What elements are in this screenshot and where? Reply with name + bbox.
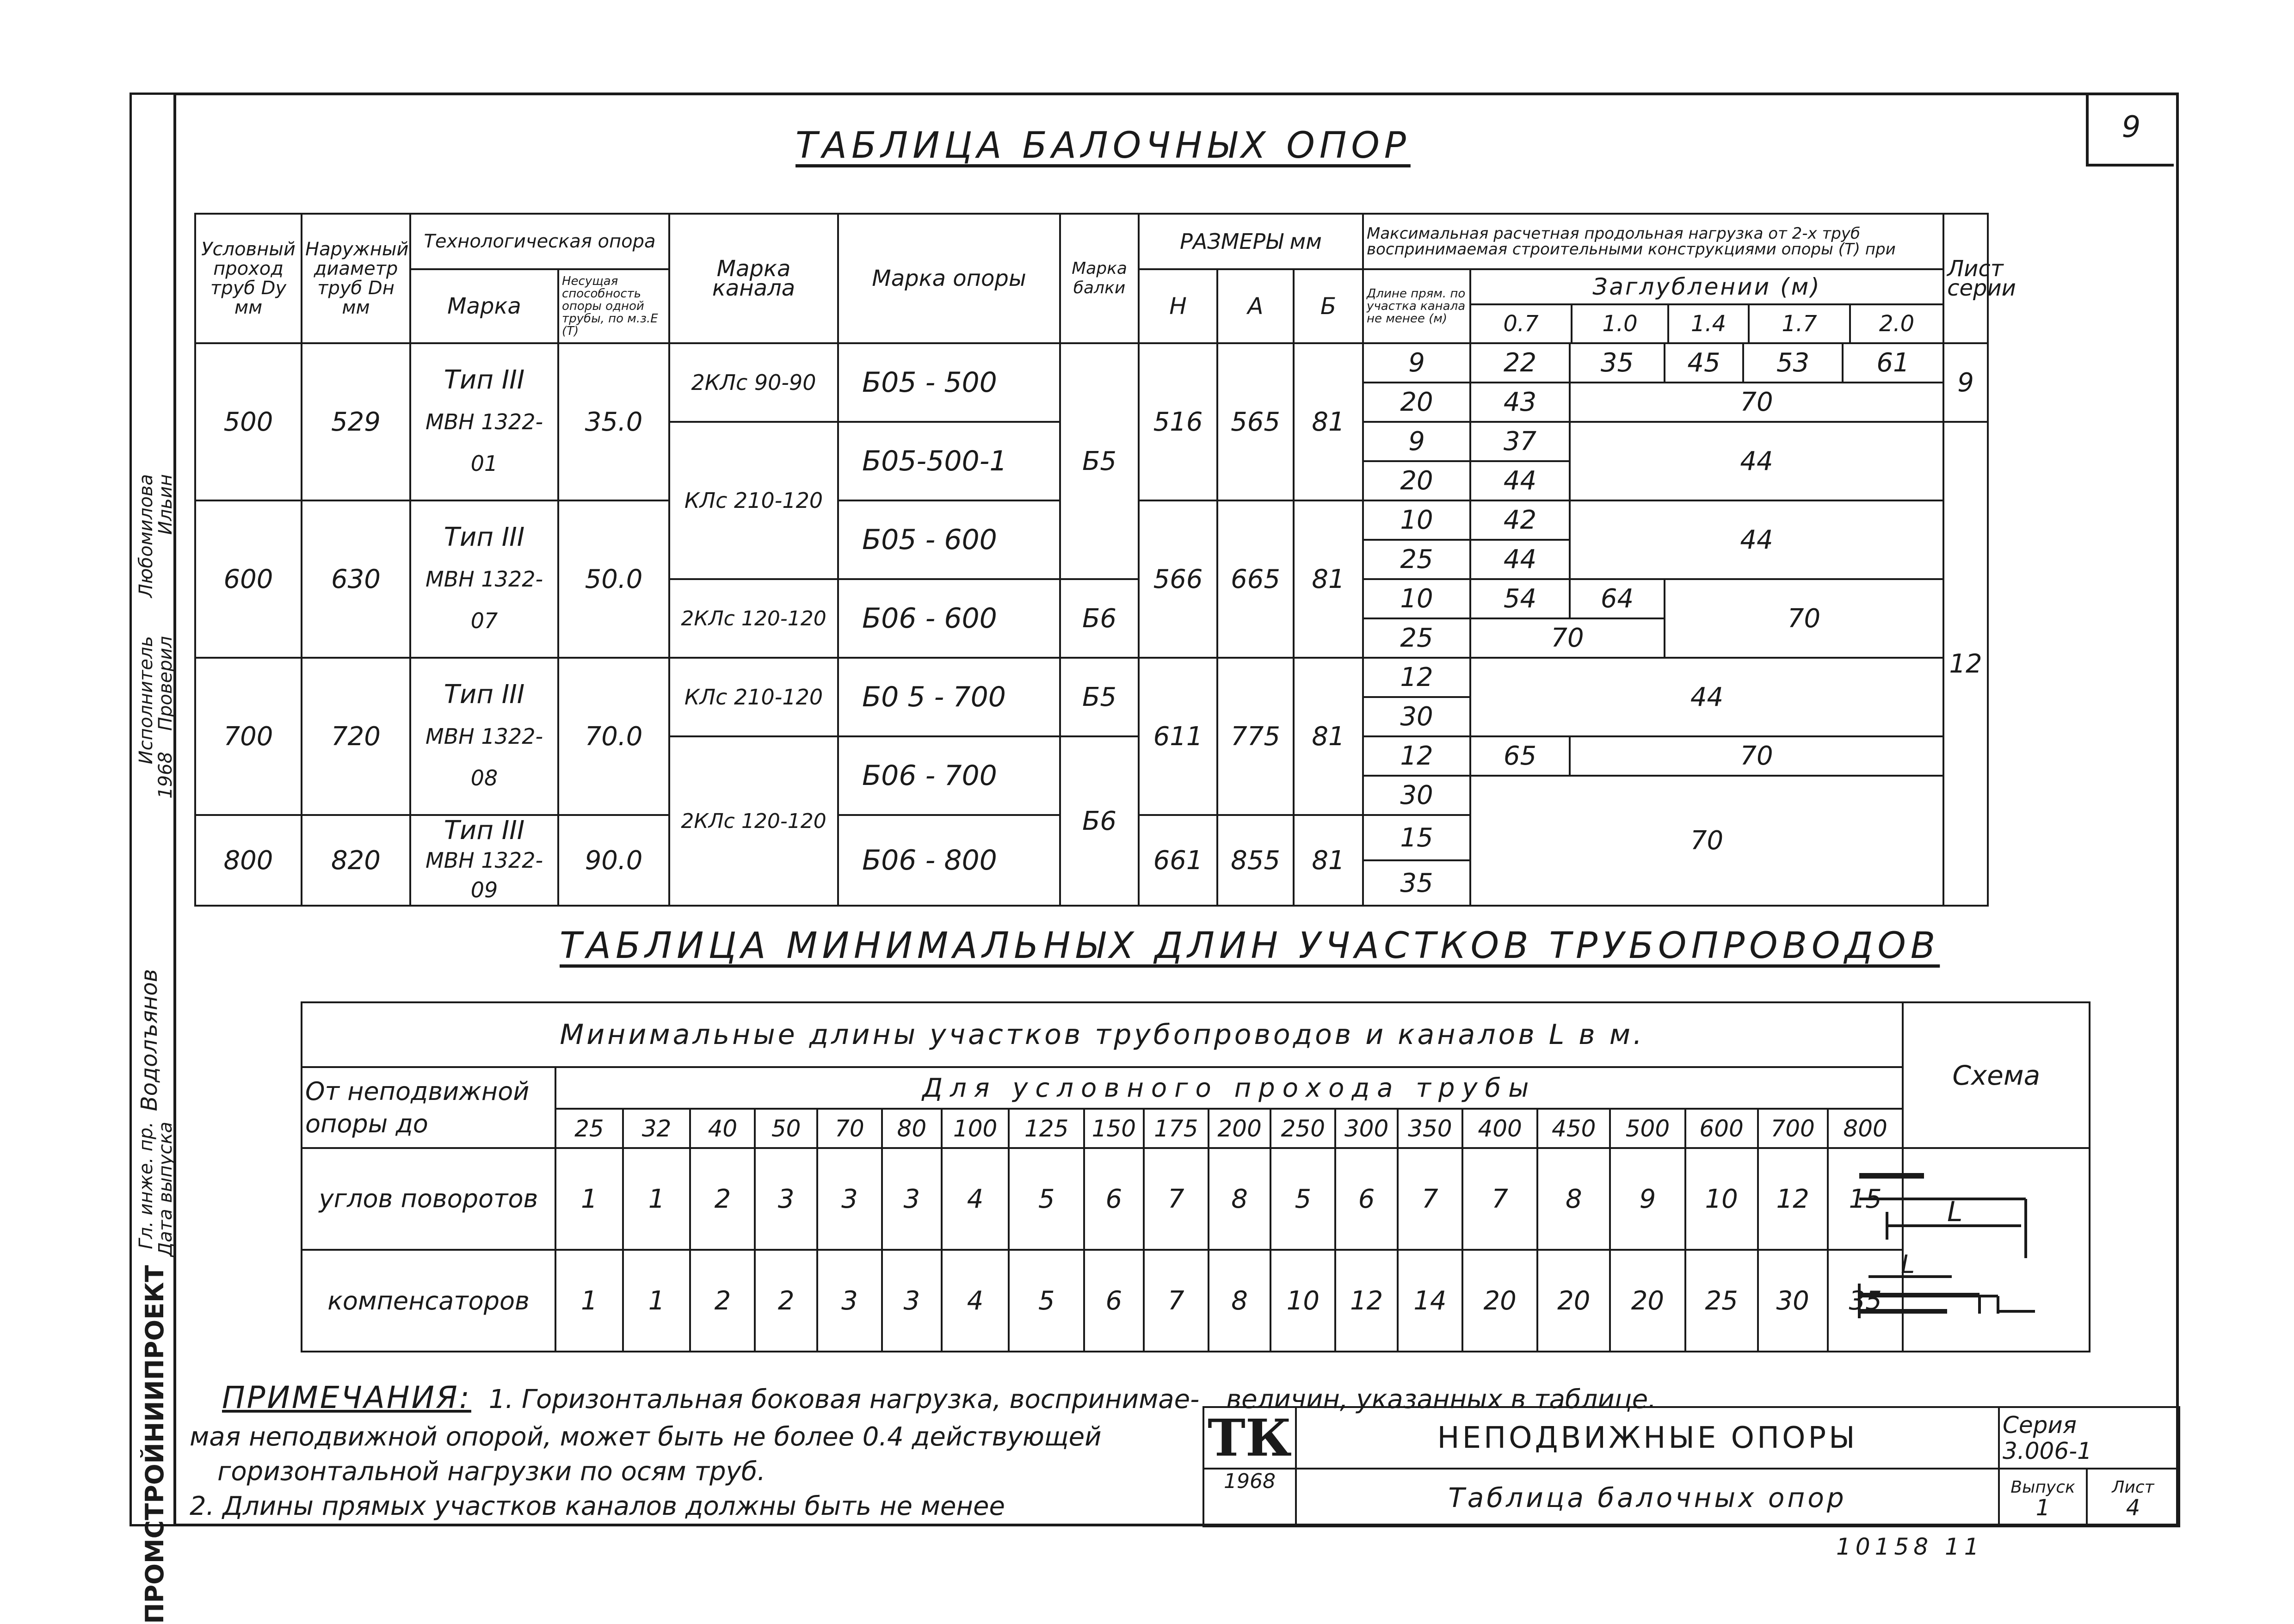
turns-length-cell: 6 [1335,1148,1397,1250]
stamp-title: НЕПОДВИЖНЫЕ ОПОРЫ [1296,1407,1999,1469]
footer-code: 10158 11 [1836,1533,1984,1560]
row700-a: 775 [1217,658,1294,815]
compensator-length-cell: 1 [555,1250,623,1352]
turns-length-cell: 4 [942,1148,1009,1250]
load-value: 43 [1470,383,1570,422]
header-series-sheet: Лист серии [1943,214,1988,343]
svg-text:L: L [1901,1250,1915,1279]
row700-cap: 70.0 [558,658,669,815]
org-name: ПРОМСТРОЙНИИПРОЕКТ [140,1265,169,1624]
load-value: 44 [1570,422,1943,500]
stamp-subtitle: Таблица балочных опор [1296,1469,1999,1526]
header-dn: Наружный диаметр труб Dн мм [302,214,410,343]
header-channel-mark: Марка канала [669,214,838,343]
load-span: 30 [1363,697,1470,736]
row700-mvn: МВН 1322-08 [425,724,543,790]
table1-title: ТАБЛИЦА БАЛОЧНЫХ ОПОР [796,125,1411,167]
notes-line1: 1. Горизонтальная боковая нагрузка, воспринимае- [488,1384,1200,1414]
diameter-cell: 150 [1084,1109,1144,1148]
diameter-cell: 200 [1209,1109,1270,1148]
header-tech-mark: Марка [410,269,558,343]
row800-b: 81 [1294,815,1363,906]
header-capacity: Несущая способность опоры одной трубы, по м.з.Е (Т) [558,269,669,343]
stamp-logo: ТК [1203,1407,1296,1469]
corner-schema-icon [1859,1176,2026,1258]
compensator-length-cell: 25 [1685,1250,1758,1352]
name-chief-engineer: Водолъянов [136,969,162,1111]
compensator-length-cell: 35 [1828,1250,1903,1352]
header-b: Б [1294,269,1363,343]
stamp-issue-label: Выпуск [2010,1477,2075,1497]
header-support-mark: Марка опоры [838,214,1060,343]
depth-4: 2.0 [1879,311,1915,337]
stamp-issue: 1 [2035,1494,2050,1521]
header-max-load: Максимальная расчетная продольная нагрузка от 2-х труб воспринимаемая строительными конструкциями опоры (Т) при [1363,214,1943,269]
turns-length-cell: 8 [1537,1148,1610,1250]
load-value: 22 [1470,343,1570,383]
load-span: 15 [1363,815,1470,860]
compensator-length-cell: 20 [1462,1250,1537,1352]
turns-length-cell: 12 [1758,1148,1828,1250]
row500-support-b: Б05-500-1 [838,422,1060,500]
load-value: 35 [1570,343,1665,383]
notes-line5: величин, указанных в таблице. [1226,1384,1657,1414]
load-span: 9 [1363,343,1470,383]
load-span: 9 [1363,422,1470,461]
compensator-length-cell: 10 [1270,1250,1335,1352]
stamp-sheet-label: Лист [2112,1477,2154,1497]
diameter-cell: 125 [1009,1109,1084,1148]
compensator-schema-icon [1859,1250,2035,1318]
diameter-cell: 50 [755,1109,817,1148]
row500-type: Тип III [444,365,525,395]
diameter-cell: 40 [690,1109,755,1148]
schema-header: Схема [1903,1002,2090,1148]
compensator-length-cell: 30 [1758,1250,1828,1352]
load-value: 44 [1470,540,1570,579]
row700-channel-b: 2КЛс 120-120 [669,736,838,906]
compensator-length-cell: 4 [942,1250,1009,1352]
header-h: Н [1139,269,1217,343]
turns-length-cell: 3 [882,1148,942,1250]
row700-type: Тип III [444,679,525,710]
diameter-cell: 70 [817,1109,882,1148]
diameter-cell: 300 [1335,1109,1397,1148]
stamp-series: 3.006-1 [2003,1437,2092,1464]
load-span: 25 [1363,540,1470,579]
diameter-cell: 80 [882,1109,942,1148]
header-span: Длине прям. по участка канала не менее (м) [1363,269,1470,343]
load-value: 70 [1570,736,1943,776]
table2-main-header: Минимальные длины участков трубопроводов и каналов L в м. [302,1002,1903,1067]
role-chief-engineer: Гл. инже. пр. [136,1122,157,1249]
load-value: 64 [1570,579,1665,618]
diameter-cell: 400 [1462,1109,1537,1148]
compensator-length-cell: 6 [1084,1250,1144,1352]
compensator-length-cell: 5 [1009,1250,1084,1352]
load-value: 70 [1570,383,1943,422]
header-dims: РАЗМЕРЫ мм [1139,214,1363,269]
load-value: 61 [1843,343,1943,383]
schema-drawings [1855,1170,2040,1346]
diameter-cell: 500 [1610,1109,1685,1148]
row700-dn: 720 [302,658,410,815]
compensator-length-cell: 3 [882,1250,942,1352]
diameter-cell: 25 [555,1109,623,1148]
depth-2: 1.4 [1669,305,1750,342]
diameter-cell: 700 [1758,1109,1828,1148]
row600-b: 81 [1294,500,1363,658]
diameter-cell: 250 [1270,1109,1335,1148]
compensator-length-cell: 8 [1209,1250,1270,1352]
header-a: А [1217,269,1294,343]
beam-supports-table [194,213,2016,907]
notes-line3: горизонтальной нагрузки по осям труб. [217,1457,766,1487]
row-label-compensators: компенсаторов [302,1250,555,1352]
role-executor: Исполнитель [136,636,157,765]
title-block [1202,1406,2180,1527]
row500-support-a: Б05 - 500 [838,343,1060,422]
turns-length-cell: 7 [1144,1148,1209,1250]
row700-beam-a: Б5 [1060,658,1139,736]
row500-h: 516 [1139,343,1217,500]
load-span: 35 [1363,860,1470,906]
stamp-sheet: 4 [2126,1494,2140,1521]
turns-length-cell: 9 [1610,1148,1685,1250]
load-span: 20 [1363,383,1470,422]
row500-sheet: 9 [1943,343,1988,422]
name-executor: Любомилова [136,474,157,598]
diameter-cell: 450 [1537,1109,1610,1148]
row800-cap: 90.0 [558,815,669,906]
turns-length-cell: 5 [1009,1148,1084,1250]
row700-b: 81 [1294,658,1363,815]
row800-support: Б06 - 800 [838,815,1060,906]
row800-h: 661 [1139,815,1217,906]
row500-mvn: МВН 1322-01 [425,409,543,476]
load-span: 10 [1363,579,1470,618]
compensator-length-cell: 20 [1537,1250,1610,1352]
compensator-length-cell: 3 [817,1250,882,1352]
row500-beam: Б5 [1060,343,1139,579]
turns-length-cell: 6 [1084,1148,1144,1250]
header-dy: Условный проход труб Dу мм [195,214,302,343]
name-checker: Ильин [155,474,176,535]
row800-dn: 820 [302,815,410,906]
row600-support-c: Б05 - 600 [838,500,1060,579]
diameter-cell: 600 [1685,1109,1758,1148]
diameter-cell: 100 [942,1109,1009,1148]
turns-length-cell: 5 [1270,1148,1335,1250]
load-value: 42 [1470,500,1570,540]
diameter-cell: 175 [1144,1109,1209,1148]
load-span: 30 [1363,776,1470,815]
table2-title: ТАБЛИЦА МИНИМАЛЬНЫХ ДЛИН УЧАСТКОВ ТРУБОПРОВОДОВ [560,925,1940,967]
row700-support-a: Б0 5 - 700 [838,658,1060,736]
load-value: 37 [1470,422,1570,461]
turns-length-cell: 3 [755,1148,817,1250]
diameter-cell: 350 [1398,1109,1462,1148]
stamp-series-label: Серия [2003,1411,2077,1439]
turns-length-cell: 1 [623,1148,691,1250]
compensator-length-cell: 2 [690,1250,755,1352]
row600-sheet: 12 [1943,422,1988,906]
load-span: 25 [1363,618,1470,658]
header-tech-support: Технологическая опора [410,214,669,269]
row600-a: 665 [1217,500,1294,658]
row700-beam-b: Б6 [1060,736,1139,906]
row600-beam-d: Б6 [1060,579,1139,658]
load-value: 44 [1470,658,1943,736]
row-label-turns: углов поворотов [302,1148,555,1250]
row700-channel-a: КЛс 210-120 [669,658,838,736]
turns-length-cell: 7 [1398,1148,1462,1250]
row500-a: 565 [1217,343,1294,500]
load-value: 45 [1665,343,1743,383]
row700-dy: 700 [195,658,302,815]
row500-channel-b: КЛс 210-120 [669,422,838,579]
load-value: 44 [1470,461,1570,500]
row800-a: 855 [1217,815,1294,906]
dy-header: Для условного прохода трубы [555,1067,1903,1109]
row600-type: Тип III [444,522,525,552]
compensator-length-cell: 7 [1144,1250,1209,1352]
row800-dy: 800 [195,815,302,906]
left-title-strip [130,93,176,1624]
depth-1: 1.0 [1572,305,1669,342]
row600-channel-d: 2КЛс 120-120 [669,579,838,658]
turns-length-cell: 8 [1209,1148,1270,1250]
row500-channel-a: 2КЛс 90-90 [669,343,838,422]
row600-h: 566 [1139,500,1217,658]
load-value: 70 [1470,776,1943,906]
turns-length-cell: 1 [555,1148,623,1250]
load-span: 12 [1363,736,1470,776]
compensator-length-cell: 2 [755,1250,817,1352]
turns-length-cell: 15 [1828,1148,1903,1250]
diameter-cell: 800 [1828,1109,1903,1148]
load-span: 20 [1363,461,1470,500]
turns-length-cell: 7 [1462,1148,1537,1250]
min-lengths-table [301,1001,2090,1352]
compensator-length-cell: 14 [1398,1250,1462,1352]
compensator-length-cell: 1 [623,1250,691,1352]
from-support-header: От неподвижной опоры до [302,1067,555,1148]
load-value: 65 [1470,736,1570,776]
row600-dn: 630 [302,500,410,658]
row600-dy: 600 [195,500,302,658]
load-value: 44 [1570,500,1943,579]
load-value: 70 [1470,618,1665,658]
svg-text:L: L [1947,1196,1963,1228]
row600-support-d: Б06 - 600 [838,579,1060,658]
row800-type: Тип III [444,815,525,846]
row700-support-b: Б06 - 700 [838,736,1060,815]
notes-head: ПРИМЕЧАНИЯ: [222,1380,471,1415]
depth-0: 0.7 [1471,305,1572,342]
row500-dy: 500 [195,343,302,500]
header-beam-mark: Марка балки [1060,214,1139,343]
turns-length-cell: 2 [690,1148,755,1250]
row500-cap: 35.0 [558,343,669,500]
load-span: 10 [1363,500,1470,540]
row500-b: 81 [1294,343,1363,500]
turns-length-cell: 10 [1685,1148,1758,1250]
row600-mvn: МВН 1322-07 [425,567,543,633]
release-year: 1968 [155,752,176,799]
row600-cap: 50.0 [558,500,669,658]
role-checker: Проверил [155,636,176,731]
row700-h: 611 [1139,658,1217,815]
role-release-date: Дата выпуска [155,1122,176,1257]
stamp-year: 1968 [1203,1469,1296,1526]
load-span: 12 [1363,658,1470,697]
depth-3: 1.7 [1750,305,1851,342]
load-value: 70 [1665,579,1943,658]
sheet-number: 9 [2086,93,2174,167]
compensator-length-cell: 20 [1610,1250,1685,1352]
turns-length-cell: 3 [817,1148,882,1250]
notes-line4: 2. Длины прямых участков каналов должны быть не менее [190,1491,1005,1521]
load-value: 53 [1743,343,1843,383]
row500-dn: 529 [302,343,410,500]
row800-mvn: МВН 1322-09 [425,848,543,902]
compensator-length-cell: 12 [1335,1250,1397,1352]
header-depth: Заглублении (м) [1471,270,1942,305]
notes-line2: мая неподвижной опорой, может быть не более 0.4 действующей [190,1422,1102,1452]
diameter-cell: 32 [623,1109,691,1148]
load-value: 54 [1470,579,1570,618]
